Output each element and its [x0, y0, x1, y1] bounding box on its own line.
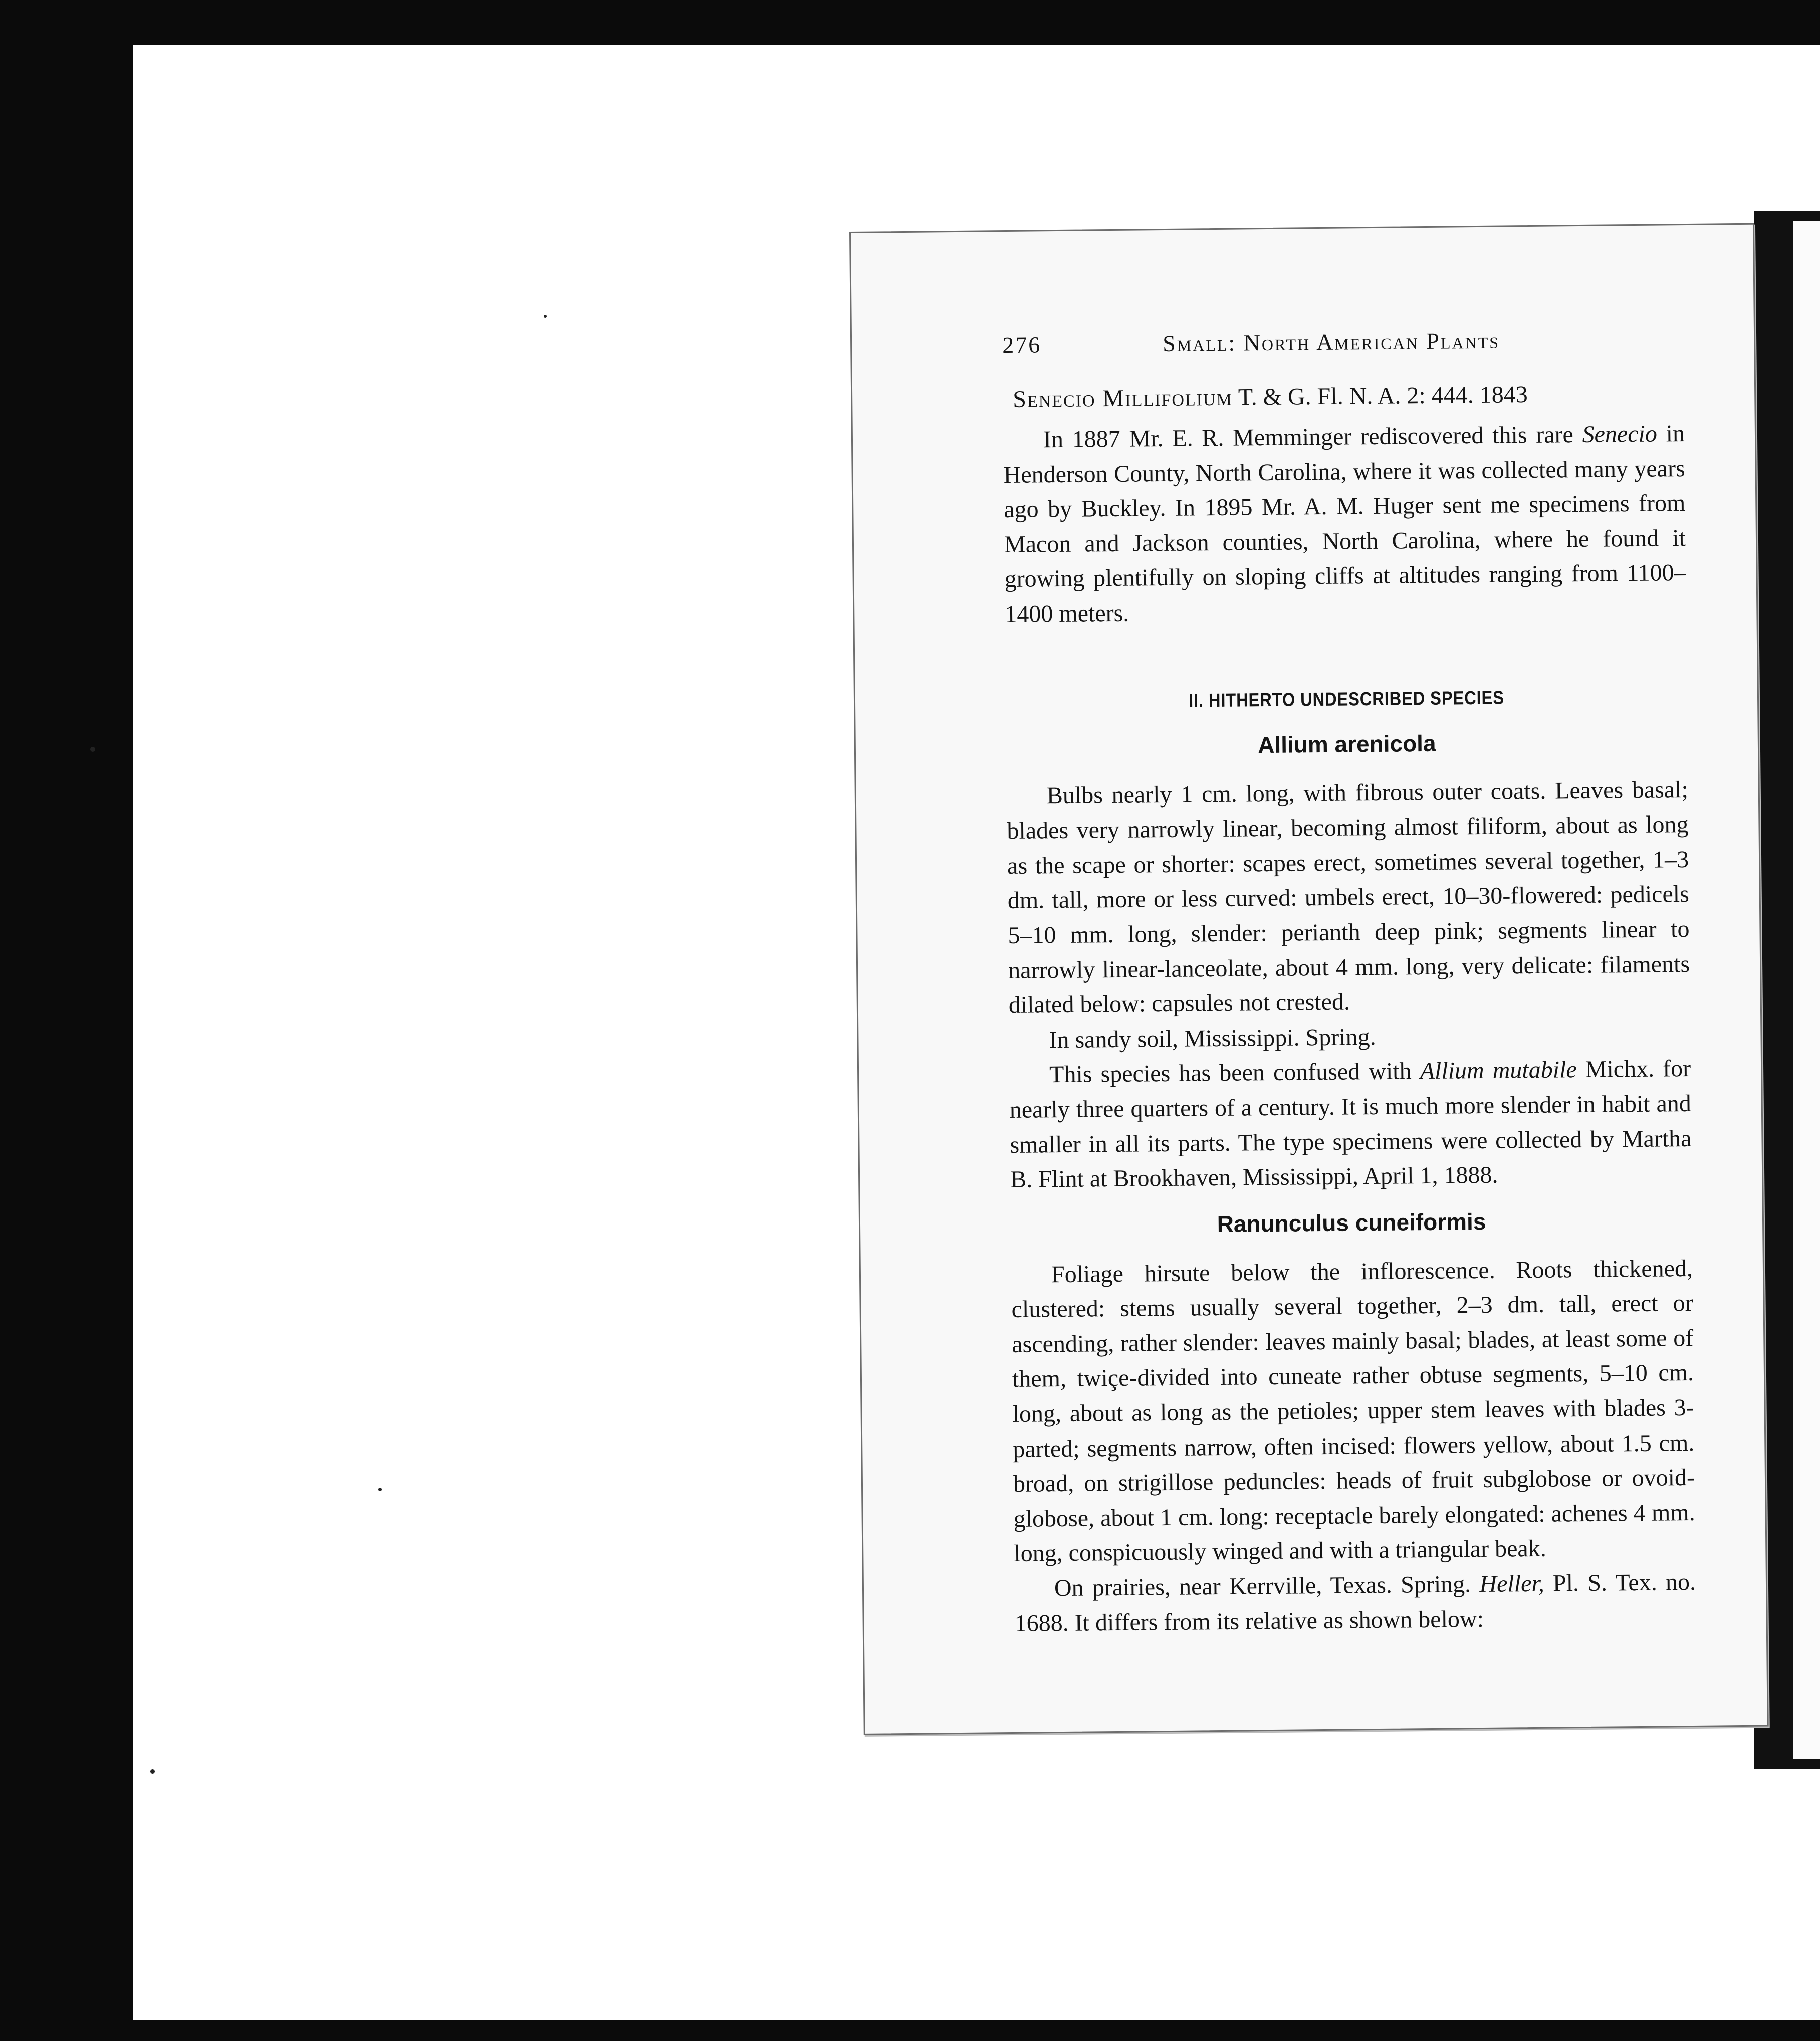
ranunculus-heading: Ranunculus cuneiformis [1217, 1208, 1486, 1237]
ranunculus-description: Foliage hirsute below the inflorescence. Roots thickened, clustered: stems usually several together, 2–3 dm. tall, erect or ascending, rather slender: leaves mainly basal; blades, at least some of them, twiçe-divided into cuneate rather obtuse segments, 5–10 cm. long, about as long as the petioles; upper stem leaves with blades 3-parted; segments narrow, often incised: flowers yellow, about 1.5 cm. broad, on strigillose peduncles: heads of fruit subglobose or ovoid-globose, about 1 cm. long: receptacle barely elongated: achenes 4 mm. long, conspicuously winged and with a triangular beak. [1011, 1255, 1695, 1567]
scan-speck [378, 1488, 382, 1491]
senecio-citation: T. & G. Fl. N. A. 2: 444. 1843 [1238, 381, 1528, 411]
allium-habitat: In sandy soil, Mississippi. Spring. [1049, 1023, 1376, 1053]
scan-speck [90, 747, 95, 752]
section-heading: II. HITHERTO UNDESCRIBED SPECIES [1188, 687, 1505, 712]
ranunculus-habitat: On prairies, near Kerrville, Texas. Spring. Heller, Pl. S. Tex. no. 1688. It differs from its relative as shown below: [1014, 1568, 1696, 1637]
facing-page-strip [1793, 221, 1820, 1759]
senecio-name: Senecio Millifolium [1012, 384, 1233, 413]
allium-heading: Allium arenicola [1257, 730, 1436, 758]
heller-italic: Heller, [1479, 1570, 1544, 1598]
page-number: 276 [1002, 332, 1042, 358]
running-head [1002, 325, 1684, 367]
scan-speck [544, 315, 547, 318]
allium-mutabile-italic: Allium mutabile [1420, 1056, 1577, 1085]
running-title: Small: North American Plants [1162, 327, 1500, 357]
page-content [1002, 325, 1696, 1641]
senecio-paragraph: In 1887 Mr. E. R. Memminger rediscovered this rare Senecio in Henderson County, North Carolina, where it was collected many years ago by Buckley. In 1895 Mr. A. M. Huger sent me specimens from Macon and Jackson counties, North Carolina, where he found it growing plentifully on sloping cliffs at altitudes ranging from 1100–1400 meters. [1003, 420, 1686, 628]
allium-description: Bulbs nearly 1 cm. long, with fibrous outer coats. Leaves basal; blades very narrowly linear, becoming almost filiform, about as long as the scape or shorter: scapes erect, sometimes several together, 1–3 dm. tall, more or less curved: umbels erect, 10–30-flowered: pedicels 5–10 mm. long, slender: perianth deep pink; segments linear to narrowly linear-lanceolate, about 4 mm. long, very delicate: filaments dilated below: capsules not crested. [1007, 776, 1690, 1019]
senecio-genus-italic: Senecio [1582, 420, 1658, 448]
allium-notes: This species has been confused with Allium mutabile Michx. for nearly three quarters of a century. It is much more slender in habit and smaller in all its parts. The type specimens were collected by Martha B. Flint at Brookhaven, Mississippi, April 1, 1888. [1009, 1055, 1692, 1193]
scanned-page [849, 223, 1769, 1735]
senecio-entry-heading [1013, 379, 1684, 414]
scan-speck [150, 1769, 155, 1774]
